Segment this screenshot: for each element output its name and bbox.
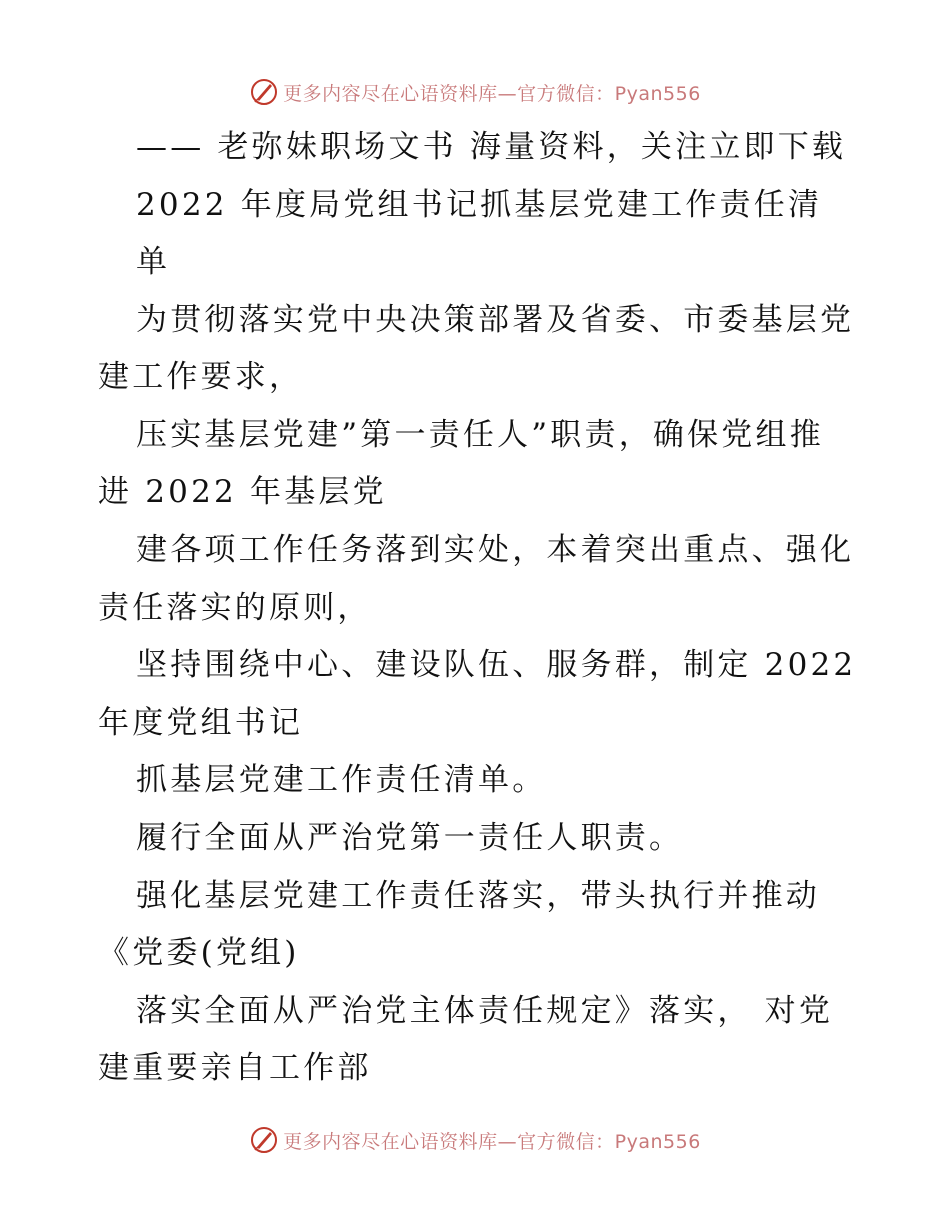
doc-line: —— 老弥妹职场文书 海量资料，关注立即下载: [136, 129, 847, 165]
doc-line: 抓基层党建工作责任清单。: [136, 762, 547, 798]
doc-line: 年度党组书记: [98, 705, 304, 741]
quill-pen-circle-logo-icon: [249, 1125, 279, 1155]
doc-line: 强化基层党建工作责任落实，带头执行并推动: [136, 878, 820, 914]
doc-line: 坚持围绕中心、建设队伍、服务群，制定 2022: [136, 647, 857, 683]
doc-title-line: 单: [136, 244, 171, 280]
doc-line: 《党委(党组): [98, 935, 300, 971]
doc-line: 建各项工作任务落到实处，本着突出重点、强化: [136, 532, 855, 568]
doc-line: 进 2022 年基层党: [98, 474, 387, 510]
footer-watermark: [0, 1120, 950, 1160]
doc-line: 落实全面从严治党主体责任规定》落实， 对党: [136, 993, 834, 1029]
doc-line: 责任落实的原则，: [98, 590, 372, 626]
doc-line: 建工作要求，: [98, 359, 304, 395]
header-watermark-text: 更多内容尽在心语资料库—官方微信：Pyan556: [283, 82, 701, 105]
doc-line: 建重要亲自工作部: [98, 1050, 372, 1086]
doc-line: 履行全面从严治党第一责任人职责。: [136, 820, 684, 856]
doc-line: 压实基层党建”第一责任人”职责，确保党组推: [136, 417, 824, 453]
doc-line: 为贯彻落实党中央决策部署及省委、市委基层党: [136, 302, 855, 338]
footer-watermark-text: 更多内容尽在心语资料库—官方微信：Pyan556: [283, 1130, 701, 1153]
doc-title-line: 2022 年度局党组书记抓基层党建工作责任清: [136, 187, 823, 223]
